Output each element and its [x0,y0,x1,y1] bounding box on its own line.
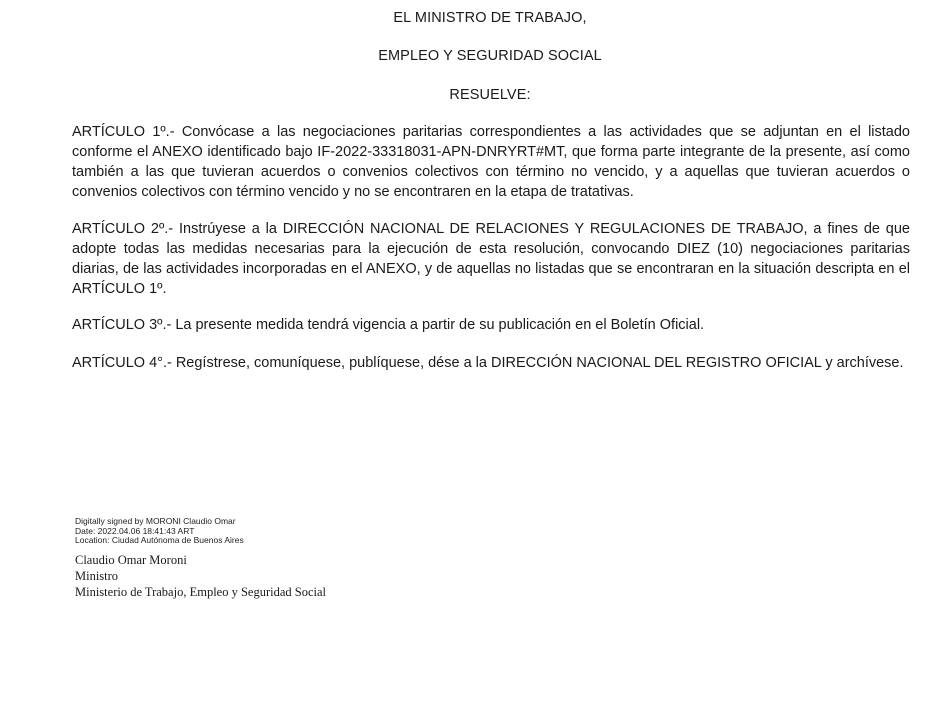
digital-signature-location: Location: Ciudad Autónoma de Buenos Aires [75,535,244,545]
signer-role: Ministro [75,569,119,583]
article-2: ARTÍCULO 2º.- Instrúyese a la DIRECCIÓN NACIONAL DE RELACIONES Y REGULACIONES DE TRABAJO, a fines de que adopte todas las medidas necesarias para la ejecución de esta resolución, convocando DIEZ (10) negociaciones paritarias diarias, de las actividades incorporadas en el ANEXO, y de aquellas no listadas que se encontraran en la situación descripta en el ARTÍCULO 1º. [72,221,910,297]
heading-resuelve: RESUELVE: [449,87,531,103]
signer-name: Claudio Omar Moroni [75,553,187,567]
heading-ministry: EMPLEO Y SEGURIDAD SOCIAL [378,48,602,64]
heading-minister: EL MINISTRO DE TRABAJO, [393,10,587,26]
digital-signature-signed-by: Digitally signed by MORONI Claudio Omar [75,516,236,526]
signer-ministry: Ministerio de Trabajo, Empleo y Seguridad Social [75,585,327,599]
article-4: ARTÍCULO 4°.- Regístrese, comuníquese, publíquese, dése a la DIRECCIÓN NACIONAL DEL REGISTRO OFICIAL y archívese. [72,355,904,371]
digital-signature-date: Date: 2022.04.06 18:41:43 ART [75,525,195,536]
article-1: ARTÍCULO 1º.- Convócase a las negociaciones paritarias correspondientes a las actividades que se adjuntan en el listado conforme el ANEXO identificado bajo IF-2022-33318031-APN-DNRYRT#MT, que forma parte integrante de la presente, así como también a las que tuvieran acuerdos o convenios colectivos con término no vencido, y a aquellas que tuvieran acuerdos o convenios colectivos con término vencido y no se encontraren en la etapa de tratativas. [72,124,910,200]
signer-block [75,552,326,600]
article-3: ARTÍCULO 3º.- La presente medida tendrá vigencia a partir de su publicación en el Boletín Oficial. [72,317,705,333]
digital-signature-block [75,517,244,546]
